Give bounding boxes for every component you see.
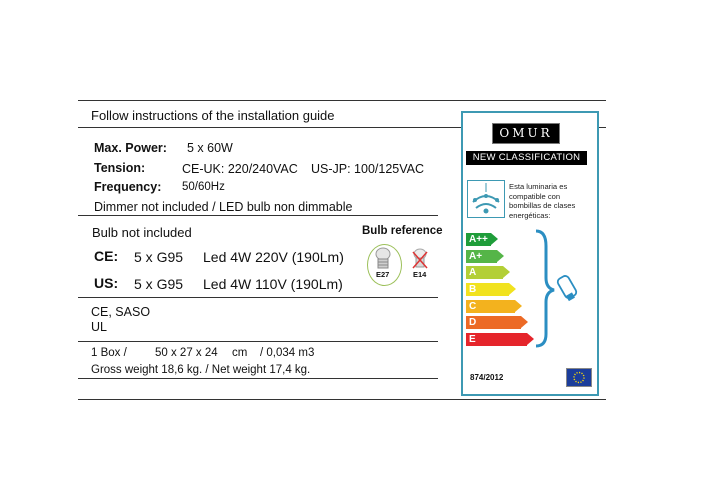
certifications-line1: CE, SASO	[91, 305, 151, 319]
package-unit: cm	[232, 347, 248, 359]
energy-class-a: A	[466, 266, 503, 279]
energy-class-b: B	[466, 283, 509, 296]
energy-class-d: D	[466, 316, 521, 329]
chandelier-icon	[467, 180, 505, 218]
regulation-number: 874/2012	[470, 373, 504, 382]
bulb-region-us: US:	[94, 275, 119, 291]
luminaire-compatibility-text: Esta luminaria es compatible con bombillas de clases energéticas:	[509, 182, 576, 220]
bulb-spec-ce: Led 4W 220V (190Lm)	[203, 249, 344, 265]
energy-class-a-plus: A+	[466, 250, 497, 263]
bulb-e27-icon	[373, 247, 393, 271]
brand-logo: OMUR	[492, 123, 560, 144]
divider	[78, 341, 438, 342]
bulb-qty-ce: 5 x G95	[134, 249, 184, 265]
tension-ce: CE-UK: 220/240VAC	[182, 162, 298, 176]
divider	[78, 378, 438, 379]
bulb-qty-us: 5 x G95	[134, 276, 184, 292]
e14-label: E14	[413, 270, 427, 279]
package-volume: / 0,034 m3	[260, 347, 315, 359]
bulb-region-ce: CE:	[94, 248, 119, 264]
bulb-reference-title: Bulb reference	[362, 225, 443, 237]
tension-us: US-JP: 100/125VAC	[311, 162, 425, 176]
frequency-value: 50/60Hz	[182, 181, 225, 193]
divider	[78, 297, 438, 298]
tension-label: Tension:	[94, 161, 146, 175]
dimmer-note: Dimmer not included / LED bulb non dimmable	[94, 200, 353, 214]
e27-label: E27	[376, 270, 390, 279]
compatibility-bracket-icon	[530, 228, 590, 348]
divider	[78, 215, 438, 216]
frequency-label: Frequency:	[94, 180, 162, 194]
energy-class-a-plus-plus: A++	[466, 233, 491, 246]
max-power-label: Max. Power:	[94, 141, 167, 155]
bulb-e14-icon	[410, 248, 430, 270]
certifications-line2: UL	[91, 320, 107, 334]
bulb-spec-us: Led 4W 110V (190Lm)	[203, 276, 343, 292]
bulb-title: Bulb not included	[92, 225, 192, 240]
divider-bottom	[78, 399, 606, 400]
divider-top	[78, 100, 606, 101]
eu-flag-icon	[566, 368, 592, 387]
energy-class-c: C	[466, 300, 515, 313]
package-dimensions: 50 x 27 x 24	[155, 347, 218, 359]
package-weights: Gross weight 18,6 kg. / Net weight 17,4 kg.	[91, 364, 311, 376]
install-note: Follow instructions of the installation guide	[91, 108, 335, 123]
package-boxes: 1 Box /	[91, 347, 127, 359]
max-power-value: 5 x 60W	[187, 141, 233, 155]
new-classification-banner: NEW CLASSIFICATION	[466, 151, 587, 165]
energy-class-e: E	[466, 333, 527, 346]
